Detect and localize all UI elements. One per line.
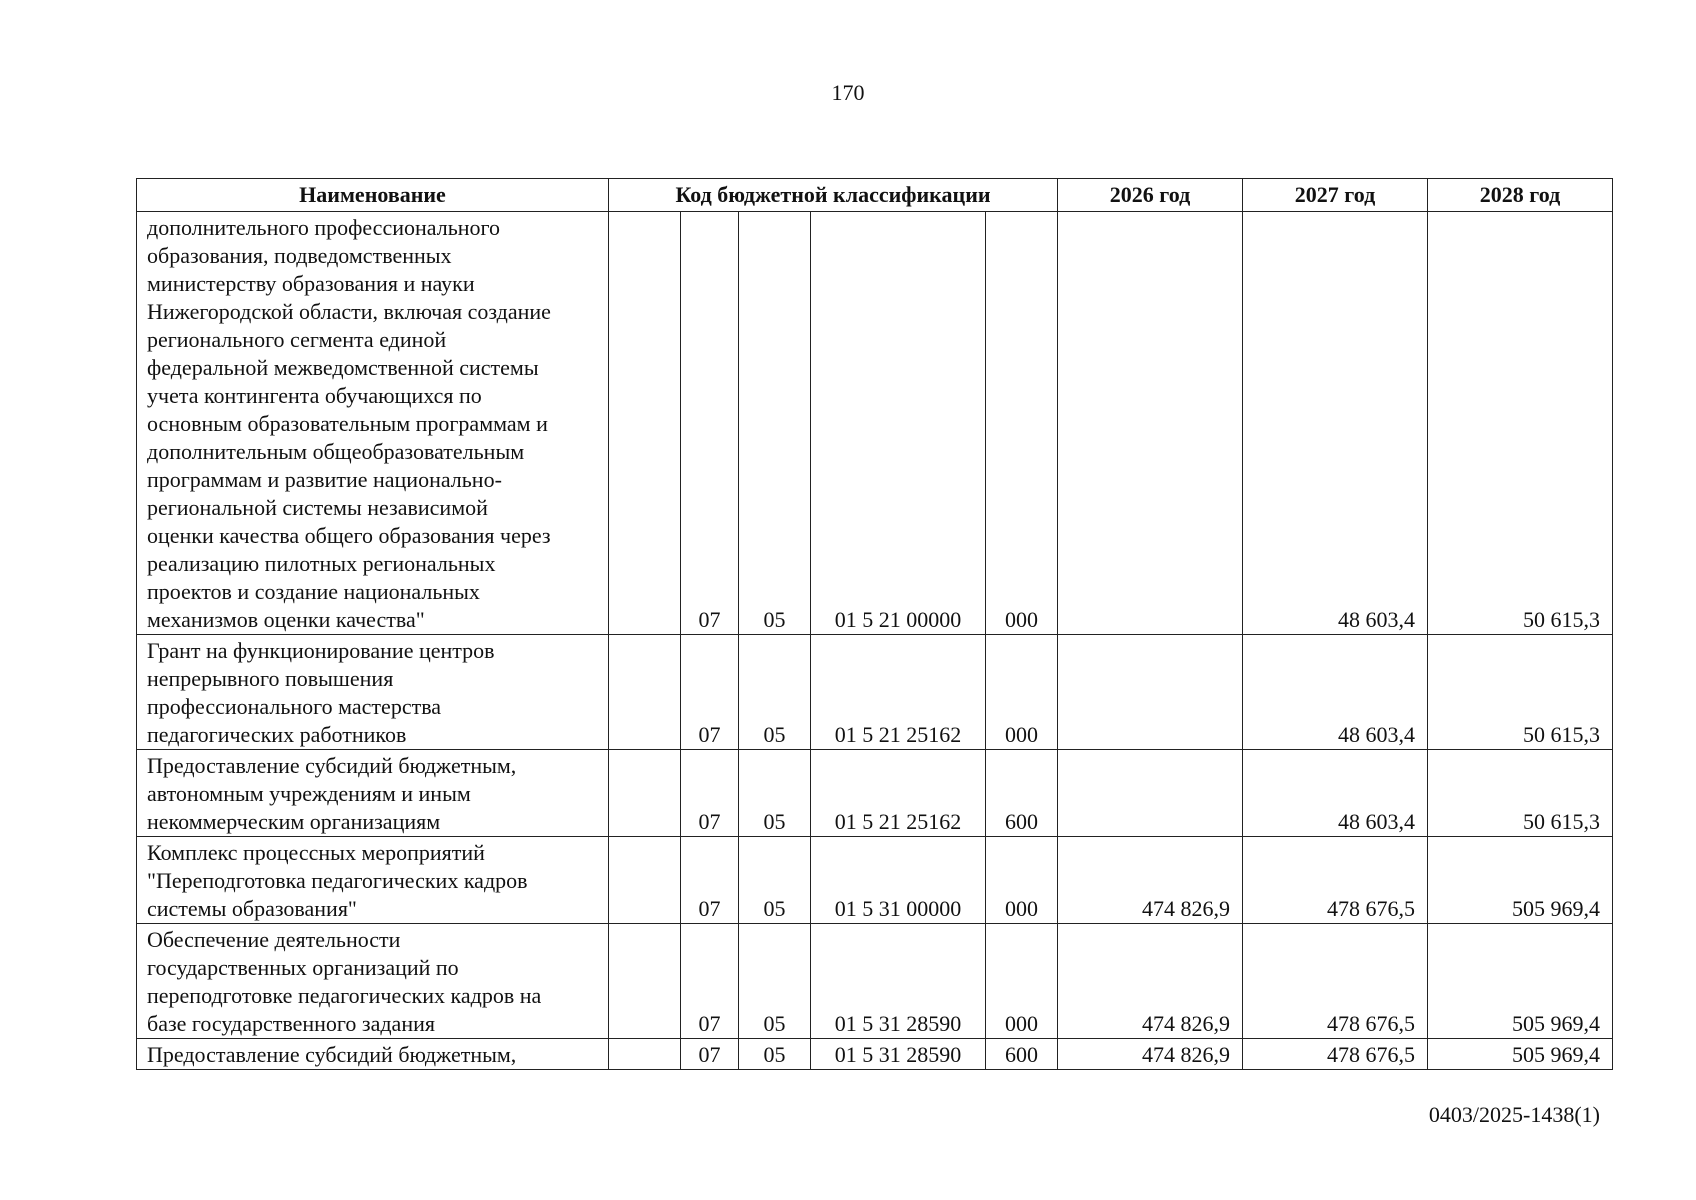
row-code-expense-type: 000 bbox=[986, 212, 1058, 635]
row-amount-2027: 48 603,4 bbox=[1243, 750, 1428, 837]
row-amount-2027: 478 676,5 bbox=[1243, 837, 1428, 924]
table-row bbox=[137, 750, 1613, 837]
row-code-section: 07 bbox=[681, 750, 739, 837]
row-amount-2027: 48 603,4 bbox=[1243, 635, 1428, 750]
table-header-row bbox=[137, 179, 1613, 212]
header-year-2028: 2028 год bbox=[1428, 179, 1613, 212]
table-row bbox=[137, 924, 1613, 1039]
header-budget-code: Код бюджетной классификации bbox=[609, 179, 1058, 212]
row-code-subsection: 05 bbox=[739, 924, 811, 1039]
table-row bbox=[137, 837, 1613, 924]
row-code-expense-type: 000 bbox=[986, 837, 1058, 924]
row-code-1 bbox=[609, 635, 681, 750]
row-amount-2026 bbox=[1058, 750, 1243, 837]
table-row bbox=[137, 212, 1613, 635]
row-code-target: 01 5 31 00000 bbox=[811, 837, 986, 924]
row-code-expense-type: 000 bbox=[986, 924, 1058, 1039]
row-amount-2028: 50 615,3 bbox=[1428, 750, 1613, 837]
row-code-1 bbox=[609, 212, 681, 635]
row-code-expense-type: 600 bbox=[986, 1039, 1058, 1070]
row-code-section: 07 bbox=[681, 837, 739, 924]
row-code-target: 01 5 31 28590 bbox=[811, 1039, 986, 1070]
row-amount-2026 bbox=[1058, 635, 1243, 750]
document-code: 0403/2025-1438(1) bbox=[1428, 1102, 1600, 1127]
row-code-target: 01 5 31 28590 bbox=[811, 924, 986, 1039]
row-amount-2028: 505 969,4 bbox=[1428, 1039, 1613, 1070]
row-code-1 bbox=[609, 837, 681, 924]
row-amount-2026: 474 826,9 bbox=[1058, 1039, 1243, 1070]
row-code-subsection: 05 bbox=[739, 1039, 811, 1070]
row-code-subsection: 05 bbox=[739, 212, 811, 635]
row-code-1 bbox=[609, 924, 681, 1039]
budget-table bbox=[136, 178, 1613, 1070]
row-amount-2028: 505 969,4 bbox=[1428, 837, 1613, 924]
row-name: дополнительного профессионального образования, подведомственных министерству образования и науки Нижегородской области, включая создание регионального сегмента единой федеральной межведомственной системы учета контингента обучающихся по основным образовательным программам и дополнительным общеобразовательным программам и развитие национально- региональной системы независимой оценки качества общего образования через реализацию пилотных региональных проектов и создание национальных механизмов оценки качества" bbox=[137, 212, 609, 635]
row-amount-2028: 505 969,4 bbox=[1428, 924, 1613, 1039]
header-year-2026: 2026 год bbox=[1058, 179, 1243, 212]
header-name: Наименование bbox=[137, 179, 609, 212]
row-amount-2028: 50 615,3 bbox=[1428, 635, 1613, 750]
row-amount-2026 bbox=[1058, 212, 1243, 635]
row-amount-2026: 474 826,9 bbox=[1058, 837, 1243, 924]
row-code-subsection: 05 bbox=[739, 635, 811, 750]
row-name: Предоставление субсидий бюджетным, bbox=[137, 1039, 609, 1070]
row-name: Предоставление субсидий бюджетным, автономным учреждениям и иным некоммерческим организациям bbox=[137, 750, 609, 837]
row-amount-2026: 474 826,9 bbox=[1058, 924, 1243, 1039]
row-code-target: 01 5 21 00000 bbox=[811, 212, 986, 635]
row-code-section: 07 bbox=[681, 635, 739, 750]
row-name: Комплекс процессных мероприятий "Переподготовка педагогических кадров системы образования" bbox=[137, 837, 609, 924]
row-code-expense-type: 600 bbox=[986, 750, 1058, 837]
row-amount-2027: 478 676,5 bbox=[1243, 924, 1428, 1039]
row-code-section: 07 bbox=[681, 212, 739, 635]
row-name: Грант на функционирование центров непрерывного повышения профессионального мастерства педагогических работников bbox=[137, 635, 609, 750]
row-code-section: 07 bbox=[681, 924, 739, 1039]
row-amount-2027: 478 676,5 bbox=[1243, 1039, 1428, 1070]
header-year-2027: 2027 год bbox=[1243, 179, 1428, 212]
table-row bbox=[137, 635, 1613, 750]
row-name: Обеспечение деятельности государственных организаций по переподготовке педагогических кадров на базе государственного задания bbox=[137, 924, 609, 1039]
row-code-expense-type: 000 bbox=[986, 635, 1058, 750]
row-code-1 bbox=[609, 750, 681, 837]
row-code-section: 07 bbox=[681, 1039, 739, 1070]
row-amount-2028: 50 615,3 bbox=[1428, 212, 1613, 635]
row-code-1 bbox=[609, 1039, 681, 1070]
page-number: 170 bbox=[831, 80, 865, 105]
row-code-subsection: 05 bbox=[739, 837, 811, 924]
row-code-target: 01 5 21 25162 bbox=[811, 750, 986, 837]
row-amount-2027: 48 603,4 bbox=[1243, 212, 1428, 635]
table-row bbox=[137, 1039, 1613, 1070]
row-code-subsection: 05 bbox=[739, 750, 811, 837]
row-code-target: 01 5 21 25162 bbox=[811, 635, 986, 750]
